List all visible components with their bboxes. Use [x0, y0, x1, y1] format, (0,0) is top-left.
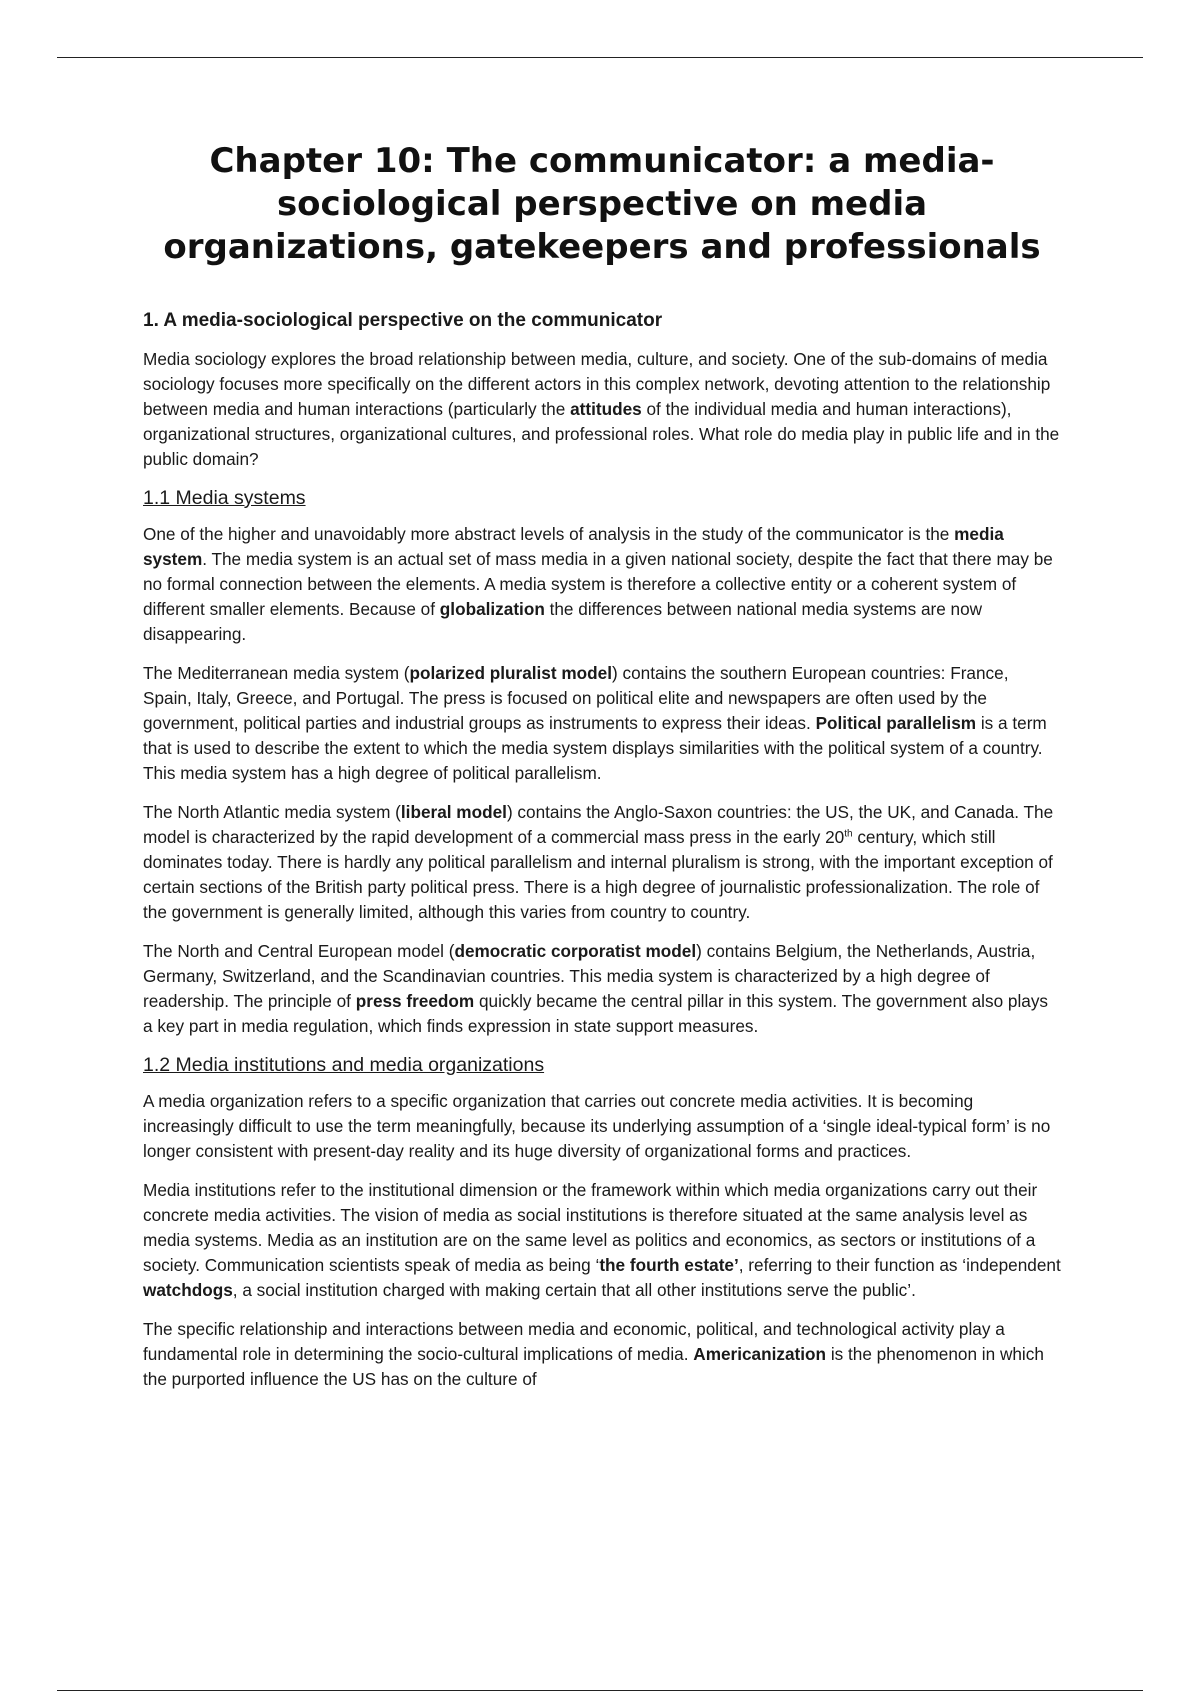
footer-rule — [57, 1690, 1143, 1691]
paragraph: The North Atlantic media system (liberal model) contains the Anglo-Saxon countries: the US, the UK, and Canada. The model is characterized by the rapid development of a commercial mass press in the early 20th century, which still dominates today. There is hardly any political parallelism and internal pluralism is strong, with the important exception of certain sections of the British party political press. There is a high degree of journalistic professionalization. The role of the government is generally limited, although this varies from country to country. — [143, 802, 1054, 922]
header-rule — [57, 57, 1143, 58]
chapter-title: Chapter 10: The communicator: a media-sociological perspective on media organizations, gatekeepers and professionals — [163, 141, 1041, 267]
paragraph: Media sociology explores the broad relationship between media, culture, and society. One of the sub-domains of media sociology focuses more specifically on the different actors in this complex network, devoting attention to the relationship between media and human interactions (particularly the attitudes of the individual media and human interactions), organizational structures, organizational cultures, and professional roles. What role do media play in public life and in the public domain? — [143, 349, 1060, 469]
paragraph: The Mediterranean media system (polarized pluralist model) contains the southern European countries: France, Spain, Italy, Greece, and Portugal. The press is focused on political elite and newspapers are often used by the government, political parties and industrial groups as instruments to express their ideas. Political parallelism is a term that is used to describe the extent to which the media system displays similarities with the political system of a country. This media system has a high degree of political parallelism. — [143, 663, 1047, 783]
paragraph: The specific relationship and interactions between media and economic, political, and technological activity play a fundamental role in determining the socio-cultural implications of media. Americanization is the phenomenon in which the purported influence the US has on the culture of — [143, 1319, 1044, 1389]
subsection-heading-1-1: 1.1 Media systems — [143, 487, 306, 509]
subsection-heading-1-2: 1.2 Media institutions and media organizations — [143, 1054, 545, 1076]
paragraph: The North and Central European model (democratic corporatist model) contains Belgium, the Netherlands, Austria, Germany, Switzerland, and the Scandinavian countries. This media system is characterized by a high degree of readership. The principle of press freedom quickly became the central pillar in this system. The government also plays a key part in media regulation, which finds expression in state support measures. — [143, 941, 1049, 1036]
paragraph: Media institutions refer to the institutional dimension or the framework within which media organizations carry out their concrete media activities. The vision of media as social institutions is therefore situated at the same analysis level as media systems. Media as an institution are on the same level as politics and economics, as sectors or institutions of a society. Communication scientists speak of media as being ‘the fourth estate’, referring to their function as ‘independent watchdogs, a social institution charged with making certain that all other institutions serve the public’. — [143, 1180, 1061, 1300]
paragraph: One of the higher and unavoidably more abstract levels of analysis in the study of the communicator is the media system. The media system is an actual set of mass media in a given national society, despite the fact that there may be no formal connection between the elements. A media system is therefore a collective entity or a coherent system of different smaller elements. Because of globalization the differences between national media systems are now disappearing. — [143, 524, 1053, 644]
document-body — [143, 140, 1061, 1406]
section-heading-1: 1. A media-sociological perspective on the communicator — [143, 310, 663, 331]
paragraph: A media organization refers to a specific organization that carries out concrete media activities. It is becoming increasingly difficult to use the term meaningfully, because its underlying assumption of a ‘single ideal-typical form’ is no longer consistent with present-day reality and its huge diversity of organizational forms and practices. — [143, 1091, 1051, 1161]
